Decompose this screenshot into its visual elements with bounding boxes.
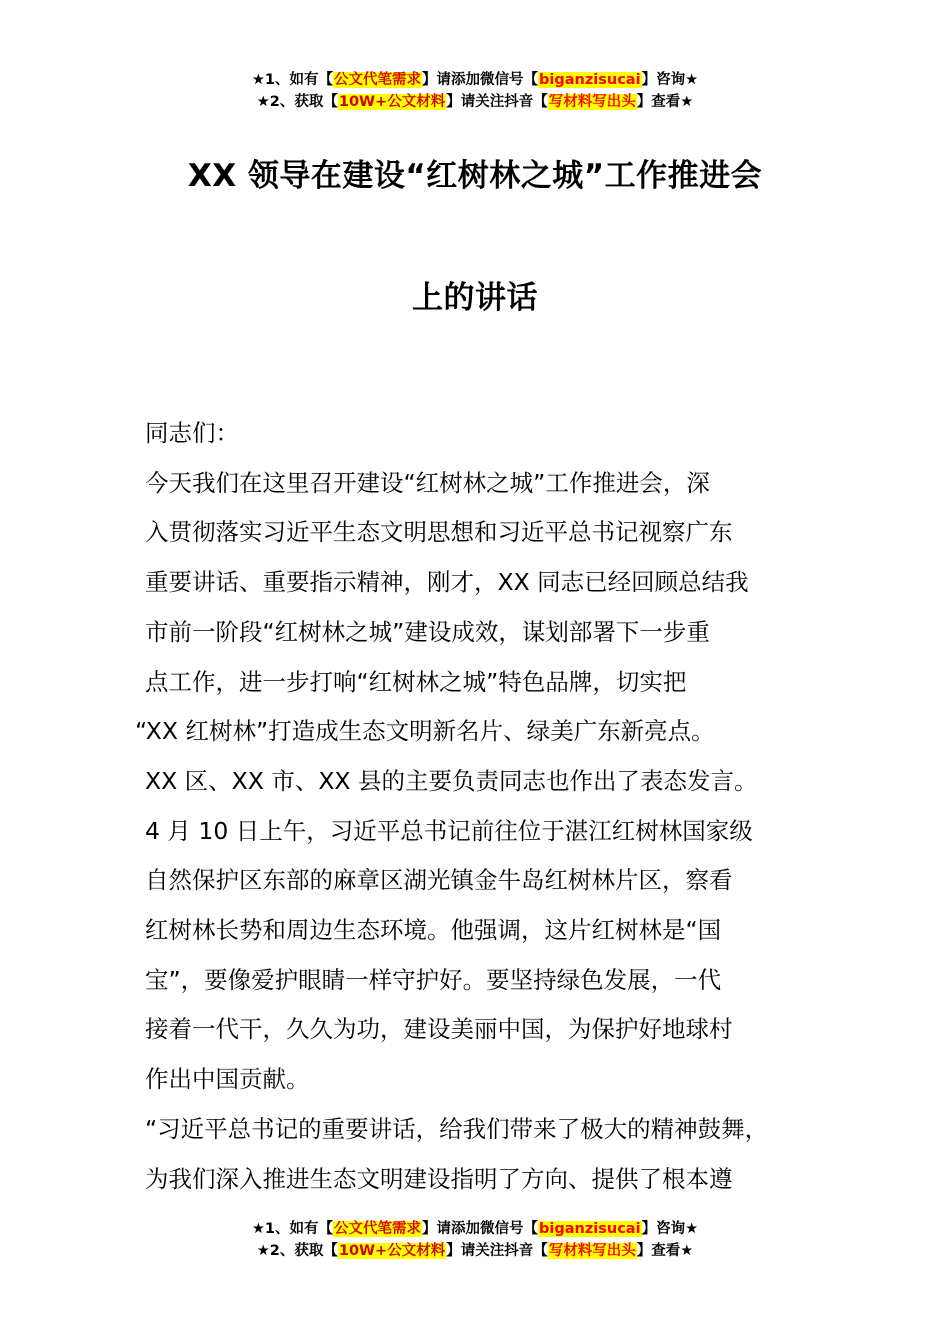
banner-highlight: 10W+公文材料 xyxy=(338,94,446,110)
banner-text: 】咨询★ xyxy=(641,72,699,88)
body-line: 点工作，进一步打响“红树林之城”特色品牌，切实把 xyxy=(145,667,687,696)
body-line: 4 月 10 日上午，习近平总书记前往位于湛江红树林国家级 xyxy=(145,816,753,845)
banner-line-2 xyxy=(0,1240,950,1262)
banner-text: ★1、如有【 xyxy=(251,1221,334,1237)
body-line: 红树林长势和周边生态环境。他强调，这片红树林是“国 xyxy=(145,916,722,945)
body-line: 重要讲话、重要指示精神，刚才，XX 同志已经回顾总结我 xyxy=(145,568,749,597)
banner-line-1 xyxy=(0,1218,950,1240)
banner-line-2 xyxy=(0,91,950,113)
header-banner xyxy=(0,69,950,113)
body-line: 自然保护区东部的麻章区湖光镇金牛岛红树林片区，察看 xyxy=(145,866,733,895)
banner-highlight: biganzisucai xyxy=(539,1221,641,1237)
body-line: “XX 红树林”打造成生态文明新名片、绿美广东新亮点。 xyxy=(135,717,715,746)
document-body xyxy=(135,409,845,1204)
body-line: 同志们： xyxy=(145,419,239,447)
body-line: 为我们深入推进生态文明建设指明了方向、提供了根本遵 xyxy=(145,1164,733,1193)
document-title-line-1: XX 领导在建设“红树林之城”工作推进会 xyxy=(187,158,763,194)
banner-highlight: biganzisucai xyxy=(539,72,641,88)
banner-text: 】查看★ xyxy=(636,1243,694,1259)
body-line: 今天我们在这里召开建设“红树林之城”工作推进会，深 xyxy=(145,468,710,497)
banner-text: ★1、如有【 xyxy=(251,72,334,88)
banner-text: 】请添加微信号【 xyxy=(422,1221,539,1237)
body-line: 作出中国贡献。 xyxy=(145,1065,310,1094)
banner-text: ★2、获取【 xyxy=(256,94,338,110)
banner-text: 】请关注抖音【 xyxy=(446,1243,548,1259)
banner-highlight: 写材料写出头 xyxy=(548,94,636,110)
body-line: 接着一代干，久久为功，建设美丽中国，为保护好地球村 xyxy=(145,1015,733,1044)
banner-text: 】请添加微信号【 xyxy=(422,72,539,88)
banner-text: 】咨询★ xyxy=(641,1221,699,1237)
banner-highlight: 10W+公文材料 xyxy=(338,1243,446,1259)
document-title-line-2: 上的讲话 xyxy=(412,280,538,316)
banner-highlight: 公文代笔需求 xyxy=(334,1221,422,1237)
body-line: 市前一阶段“红树林之城”建设成效，谋划部署下一步重 xyxy=(145,617,710,646)
body-line: “习近平总书记的重要讲话，给我们带来了极大的精神鼓舞， xyxy=(145,1114,769,1143)
banner-text: 】请关注抖音【 xyxy=(446,94,548,110)
body-line: 宝”，要像爱护眼睛一样守护好。要坚持绿色发展，一代 xyxy=(145,965,722,994)
banner-highlight: 写材料写出头 xyxy=(548,1243,636,1259)
body-line: 入贯彻落实习近平生态文明思想和习近平总书记视察广东 xyxy=(145,518,733,547)
footer-banner xyxy=(0,1218,950,1262)
banner-highlight: 公文代笔需求 xyxy=(334,72,422,88)
body-line: XX 区、XX 市、XX 县的主要负责同志也作出了表态发言。 xyxy=(145,766,758,795)
banner-text: ★2、获取【 xyxy=(256,1243,338,1259)
banner-text: 】查看★ xyxy=(636,94,694,110)
banner-line-1 xyxy=(0,69,950,91)
